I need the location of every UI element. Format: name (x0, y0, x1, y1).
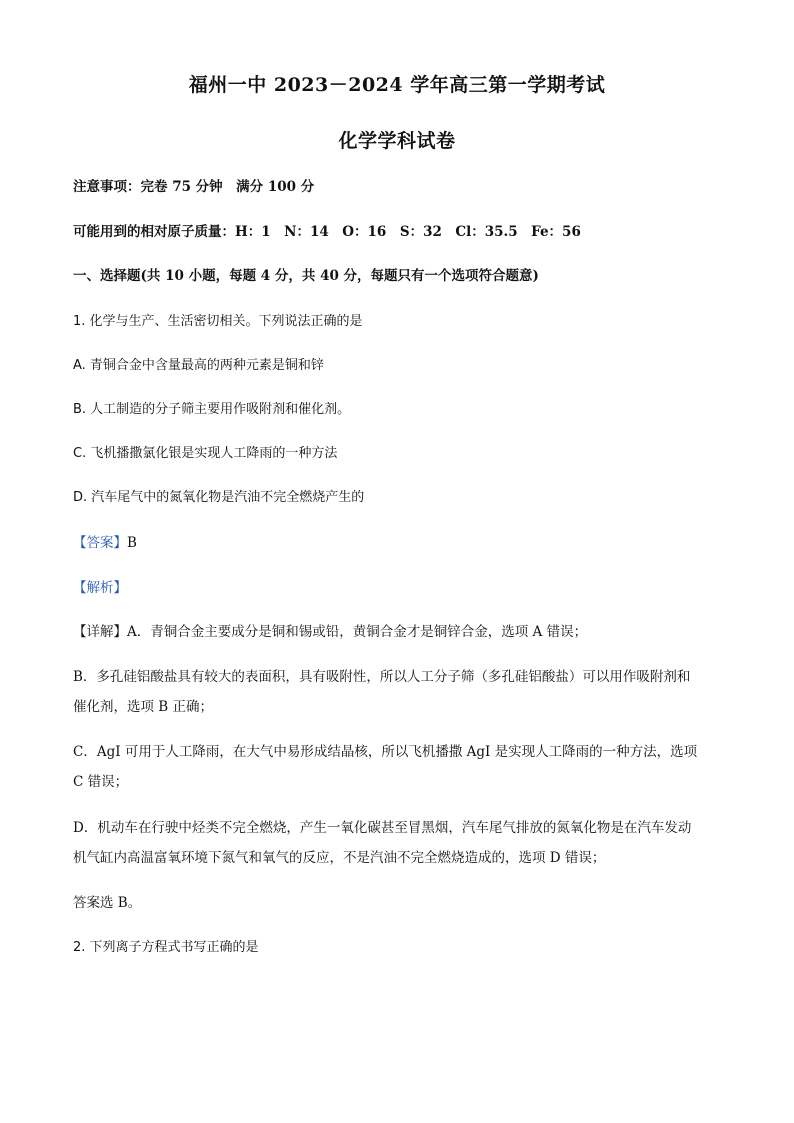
detail-tag: 【详解】 (73, 624, 127, 640)
option-c: C. 飞机播撒氯化银是实现人工降雨的一种方法 (73, 446, 338, 461)
detail-c-line1: C．AgI 可用于人工降雨，在大气中易形成结晶核，所以飞机播撒 AgI 是实现人工降雨的一种方法，选项 (73, 744, 698, 760)
attention-note: 注意事项：完卷 75 分钟 满分 100 分 (73, 179, 315, 195)
analysis-tag: 【解析】 (73, 580, 127, 596)
atomic-mass-note: 可能用到的相对原子质量：H：1 N：14 O：16 S：32 Cl：35.5 Fe：56 (73, 224, 581, 240)
detail-b-line2: 催化剂，选项 B 正确； (73, 699, 214, 715)
option-b: B. 人工制造的分子筛主要用作吸附剂和催化剂。 (73, 402, 351, 417)
answer-line (73, 533, 723, 553)
section-heading: 一、选择题(共 10 小题，每题 4 分，共 40 分，每题只有一个选项符合题意) (73, 268, 539, 284)
detail-d-line1: D．机动车在行驶中烃类不完全燃烧，产生一氧化碳甚至冒黑烟，汽车尾气排放的氮氧化物是在汽车发动 (73, 820, 692, 836)
answer-value: B (127, 535, 137, 551)
question-2-stem: 2. 下列离子方程式书写正确的是 (73, 940, 259, 955)
option-a: A. 青铜合金中含量最高的两种元素是铜和锌 (73, 358, 324, 373)
answer-tag: 【答案】 (73, 535, 127, 551)
option-d: D. 汽车尾气中的氮氧化物是汽油不完全燃烧产生的 (73, 490, 365, 505)
conclusion: 答案选 B。 (73, 895, 142, 911)
exam-title: 福州一中 2023－2024 学年高三第一学期考试 (188, 74, 606, 96)
detail-b-line1: B．多孔硅铝酸盐具有较大的表面积，具有吸附性，所以人工分子筛（多孔硅铝酸盐）可以用作吸附剂和 (73, 669, 691, 685)
detail-a-text: A．青铜合金主要成分是铜和锡或铅，黄铜合金才是铜锌合金，选项 A 错误； (127, 624, 588, 640)
question-stem: 1. 化学与生产、生活密切相关。下列说法正确的是 (73, 314, 363, 329)
detail-c-line2: C 错误； (73, 774, 129, 790)
detail-a (73, 622, 723, 642)
detail-d-line2: 机气缸内高温富氧环境下氮气和氧气的反应，不是汽油不完全燃烧造成的，选项 D 错误； (73, 850, 606, 866)
exam-subtitle: 化学学科试卷 (338, 130, 456, 152)
